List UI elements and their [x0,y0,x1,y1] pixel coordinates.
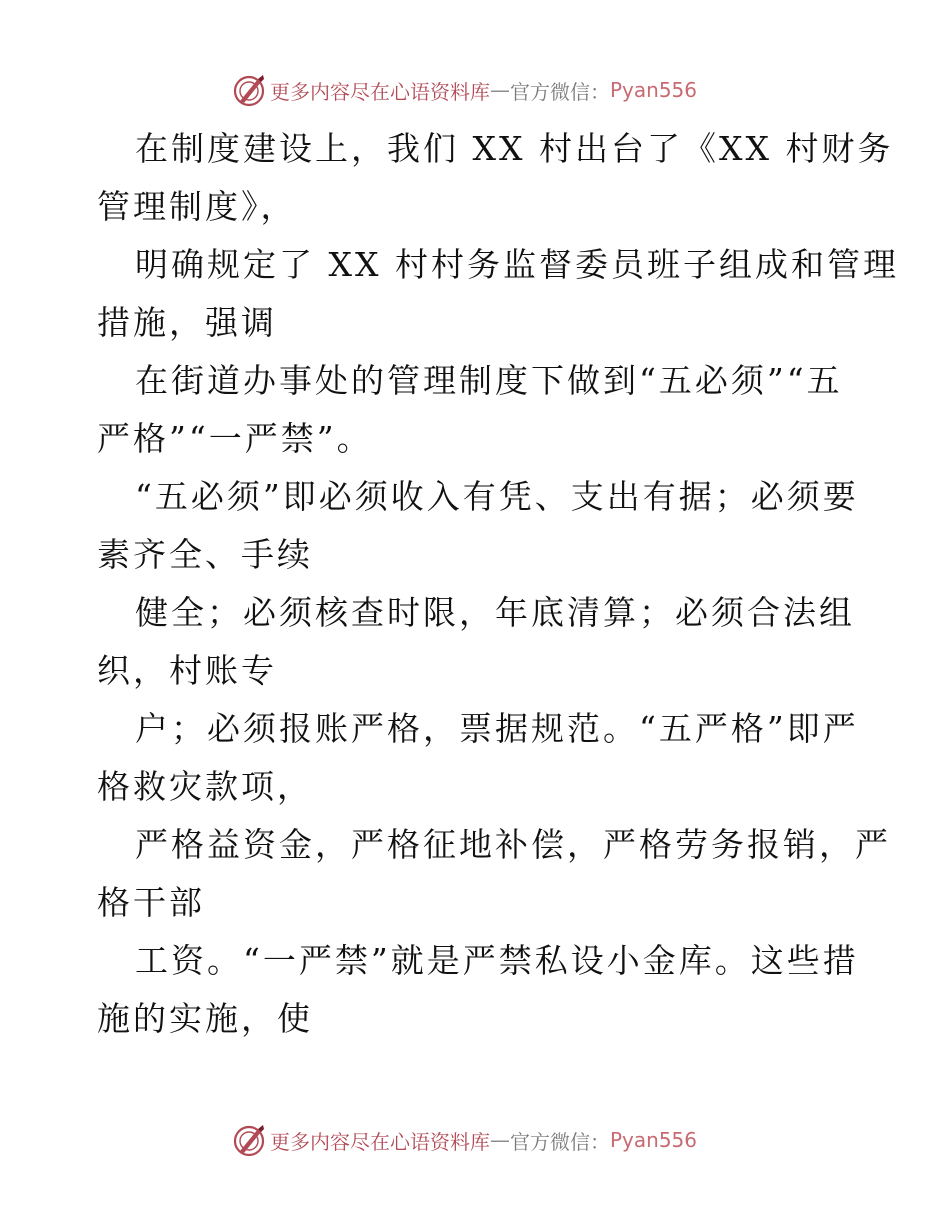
body-line: 明确规定了 XX 村村务监督委员班子组成和管理 [135,245,899,284]
header-wechat-id: Pyan556 [610,78,698,102]
body-line: 措施，强调 [97,303,277,342]
header-banner-dash: — [490,78,510,102]
body-line: 格救灾款项， [97,767,313,806]
header-banner [232,72,697,108]
body-line: 在制度建设上，我们 XX 村出台了《XX 村财务 [135,129,894,168]
body-line: 健全；必须核查时限，年底清算；必须合法组 [135,593,855,632]
header-banner-label: 官方微信： [510,79,610,104]
footer-wechat-id: Pyan556 [610,1128,698,1152]
body-line: 严格益资金，严格征地补偿，严格劳务报销，严 [135,825,891,864]
footer-banner [232,1122,697,1158]
body-line: 施的实施，使 [97,999,313,1038]
brand-logo-icon [232,73,266,107]
footer-banner-label: 官方微信： [510,1129,610,1154]
body-line: 严格”“一严禁”。 [97,419,373,458]
body-line: 管理制度》， [97,187,297,226]
body-line: 织，村账专 [97,651,277,690]
body-text [97,120,899,1048]
brand-logo-icon [232,1123,266,1157]
body-line: 工资。“一严禁”就是严禁私设小金库。这些措 [135,941,859,980]
footer-banner-text: 更多内容尽在心语资料库 [270,1129,490,1154]
body-line: 格干部 [97,883,205,922]
footer-banner-dash: — [490,1128,510,1152]
body-line: 户；必须报账严格，票据规范。“五严格”即严 [135,709,859,748]
body-line: 在街道办事处的管理制度下做到“五必须”“五 [135,361,843,400]
body-line: “五必须”即必须收入有凭、支出有据；必须要 [135,477,859,516]
header-banner-text: 更多内容尽在心语资料库 [270,79,490,104]
body-line: 素齐全、手续 [97,535,313,574]
